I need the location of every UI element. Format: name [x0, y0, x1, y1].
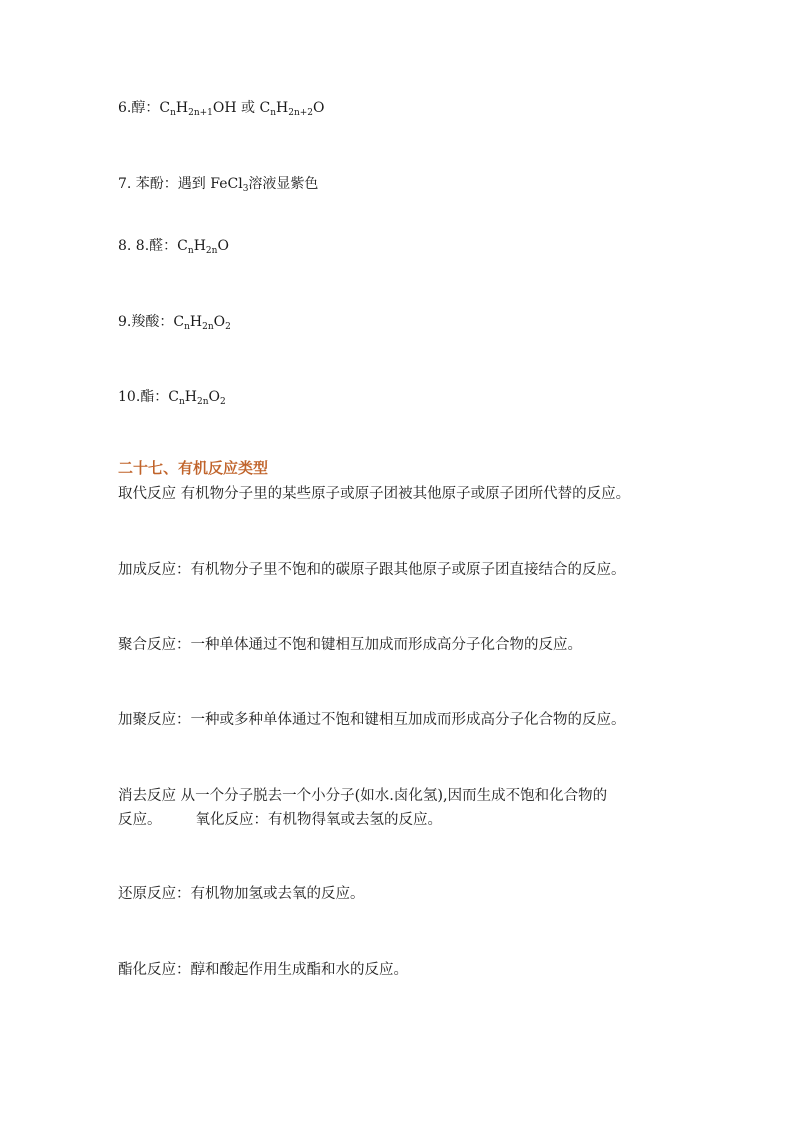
- formula-phenol: [118, 174, 318, 194]
- elimination-oxidation-line: [118, 808, 698, 832]
- f-text: C: [168, 389, 179, 405]
- f-text: O: [213, 314, 226, 330]
- polymerization-reaction: 聚合反应：一种单体通过不饱和键相互加成而形成高分子化合物的反应。: [118, 637, 582, 653]
- elimination-reaction-line1: 消去反应 从一个分子脱去一个小分子(如水.卤化氢),因而生成不饱和化合物的: [118, 788, 608, 804]
- f-sub: 2n: [202, 322, 214, 332]
- formula-acid: [118, 312, 231, 332]
- aldehyde-label: 8. 8.醛：: [118, 238, 178, 254]
- formula-alcohol: [118, 98, 325, 118]
- elimination-reaction-line2: 反应。: [118, 812, 162, 828]
- section-heading: 二十七、有机反应类型: [118, 459, 269, 477]
- alcohol-formula-1: [159, 100, 236, 116]
- f-sub: 2n+1: [188, 108, 213, 118]
- phenol-rest: 溶液显紫色: [248, 176, 319, 192]
- f-text: H: [189, 314, 203, 330]
- f-sub: 2n: [197, 397, 209, 407]
- f-text: O: [217, 238, 229, 254]
- f-text: C: [173, 314, 185, 330]
- or-text: 或: [241, 100, 256, 116]
- acid-label: 9.羧酸：: [118, 314, 174, 330]
- f-sub: n: [170, 108, 176, 118]
- f-sub: n: [178, 397, 185, 407]
- addition-polymerization-reaction: 加聚反应：一种或多种单体通过不饱和键相互加成而形成高分子化合物的反应。: [118, 712, 626, 728]
- substitution-reaction: 取代反应 有机物分子里的某些原子或原子团被其他原子或原子团所代替的反应。: [118, 486, 631, 502]
- f-sub: 2: [225, 322, 231, 332]
- f-sub: n: [270, 108, 276, 118]
- reduction-reaction: 还原反应：有机物加氢或去氧的反应。: [118, 886, 365, 902]
- formula-ester: [118, 387, 226, 407]
- f-text: O: [208, 389, 221, 405]
- f-text: H: [193, 238, 206, 254]
- formula-aldehyde: [118, 236, 229, 256]
- esterification-reaction: 酯化反应：醇和酸起作用生成酯和水的反应。: [118, 962, 408, 978]
- f-text: H: [175, 100, 189, 116]
- f-sub: 2: [220, 397, 226, 407]
- f-text: C: [159, 100, 171, 116]
- oxidation-reaction: 氧化反应：有机物得氧或去氢的反应。: [195, 812, 442, 828]
- f-text: C: [259, 100, 271, 116]
- f-text: OH: [212, 100, 237, 116]
- alcohol-formula-2: [259, 100, 324, 116]
- f-text: O: [313, 100, 325, 116]
- f-text: C: [177, 238, 188, 254]
- phenol-label: 7. 苯酚：遇到 FeCl: [118, 176, 243, 192]
- alcohol-label: 6.醇：: [118, 100, 160, 116]
- f-sub: 2n+2: [288, 108, 314, 118]
- f-text: H: [184, 389, 197, 405]
- f-text: H: [276, 100, 289, 116]
- f-sub: 2n: [205, 246, 218, 256]
- addition-reaction: 加成反应：有机物分子里不饱和的碳原子跟其他原子或原子团直接结合的反应。: [118, 562, 626, 578]
- f-sub: 3: [242, 184, 249, 194]
- f-sub: n: [184, 322, 190, 332]
- f-sub: n: [187, 246, 194, 256]
- ester-label: 10.酯：: [118, 389, 169, 405]
